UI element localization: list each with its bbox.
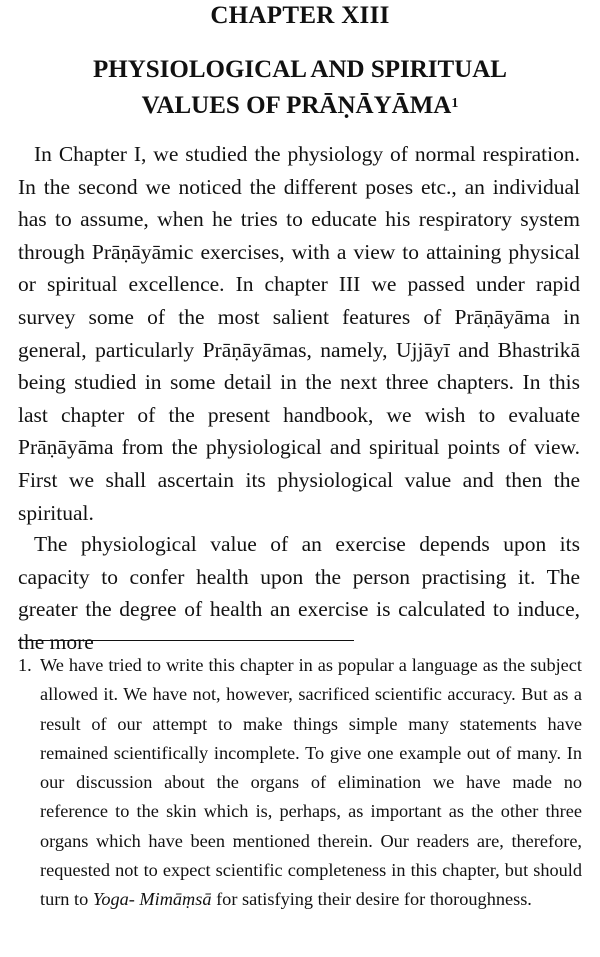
footnote-reference-title: Yoga- Mimāṃsā bbox=[92, 889, 212, 910]
chapter-number: CHAPTER XIII bbox=[210, 2, 390, 29]
chapter-title-line-1: PHYSIOLOGICAL AND SPIRITUAL bbox=[93, 56, 507, 83]
footnote-number: 1. bbox=[18, 655, 32, 675]
chapter-title-line-2 bbox=[0, 88, 600, 124]
footnote-marker: 1 bbox=[451, 96, 459, 111]
footnote bbox=[18, 651, 582, 915]
chapter-title-line-2-text: VALUES OF PRĀṆĀYĀMA bbox=[141, 92, 452, 119]
body-paragraph-1 bbox=[18, 138, 580, 529]
paragraph-text: The physiological value of an exercise depends upon its capacity to confer health upon the person practising it. The greater the degree of health an exercise is calculated to induce, the more bbox=[18, 532, 580, 654]
footnote-divider bbox=[18, 640, 354, 641]
footnote-text bbox=[40, 651, 582, 915]
footnote-ending: for satisfying their desire for thoroughness. bbox=[216, 889, 532, 910]
paragraph-text: In Chapter I, we studied the physiology of normal respiration. In the second we noticed the different poses etc., an individual has to assume, when he tries to educate his respiratory system through Prāṇāyāmic exercises, with a view to attaining physical or spiritual excellence. In chapter III we passed under rapid survey some of the most salient features of Prāṇāyāma in general, particularly Prāṇāyāmas, namely, Ujjāyī and Bhastrikā being studied in some detail in the next three chapters. In this last chapter of the present handbook, we wish to evaluate Prāṇāyāma from the physiological and spiritual points of view. First we shall ascertain its physiological value and then the spiritual. bbox=[18, 142, 580, 525]
footnote-body: We have tried to write this chapter in as popular a language as the subject allowed it. We have not, however, sacrificed scientific accuracy. But as a result of our attempt to make things simple many statements have remained scientifically incomplete. To give one example out of many. In our discussion about the organs of elimination we have made no reference to the skin which is, perhaps, as important as the other three organs which have been mentioned therein. Our readers are, therefore, requested not to expect scientific completeness in this chapter, but should turn to bbox=[40, 655, 582, 910]
body-paragraph-2 bbox=[18, 528, 580, 658]
chapter-title bbox=[0, 52, 600, 124]
